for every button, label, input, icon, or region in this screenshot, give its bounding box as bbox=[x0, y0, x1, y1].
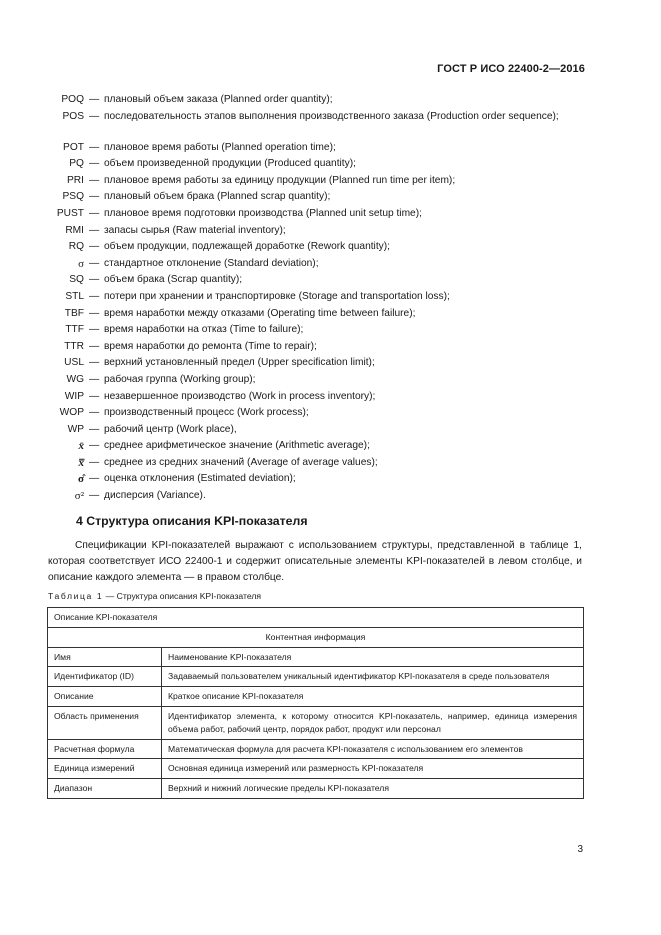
abbr-dash: — bbox=[89, 490, 100, 502]
document-code-header: ГОСТ Р ИСО 22400-2—2016 bbox=[437, 63, 585, 75]
abbr-text: плановое время работы за единицу продукции (Planned run time per item); bbox=[104, 174, 456, 186]
table-cell-value: Наименование KPI-показателя bbox=[162, 647, 584, 667]
abbr-text: производственный процесс (Work process); bbox=[104, 407, 309, 419]
abbr-code: σ bbox=[78, 257, 84, 270]
table-row bbox=[48, 779, 584, 799]
abbr-code: POQ bbox=[61, 94, 84, 105]
abbr-code: STL bbox=[65, 290, 84, 302]
table-caption bbox=[48, 591, 261, 601]
table-cell-value: Задаваемый пользователем уникальный идентификатор KPI-показателя в среде пользователя bbox=[162, 667, 584, 687]
abbr-dash: — bbox=[89, 340, 100, 352]
table-cell-value: Верхний и нижний логические пределы KPI-показателя bbox=[162, 779, 584, 799]
table-cell-name: Диапазон bbox=[48, 779, 162, 799]
table-row bbox=[48, 687, 584, 707]
abbr-dash: — bbox=[89, 324, 100, 336]
abbr-dash: — bbox=[89, 357, 100, 369]
abbr-code: RMI bbox=[65, 224, 84, 236]
abbreviations-list bbox=[0, 92, 661, 505]
table-cell-name: Описание bbox=[48, 687, 162, 707]
abbr-code: USL bbox=[64, 357, 84, 369]
list-item bbox=[0, 206, 661, 223]
list-item bbox=[0, 92, 661, 109]
abbr-code: PRI bbox=[67, 174, 84, 186]
kpi-structure-table bbox=[47, 607, 584, 799]
abbr-dash: — bbox=[89, 307, 100, 319]
list-item bbox=[0, 422, 661, 439]
abbr-dash: — bbox=[89, 224, 100, 236]
abbr-text: время наработки до ремонта (Time to repair); bbox=[104, 340, 317, 352]
table-cell-name: Идентификатор (ID) bbox=[48, 667, 162, 687]
paragraph-text: Спецификации KPI-показателей выражают с использованием структуры, представленной в таблице 1, которая соответствует ИСО 22400-1 и содержит описательные элементы KPI-показателей в левом столбце, и описание каждого элемента — в правом столбце. bbox=[48, 540, 582, 584]
list-item bbox=[0, 289, 661, 306]
abbr-code: TTR bbox=[64, 340, 84, 352]
abbr-text: среднее арифметическое значение (Arithmetic average); bbox=[104, 440, 370, 452]
abbr-text: время наработки на отказ (Time to failure); bbox=[104, 324, 304, 336]
table-row bbox=[48, 739, 584, 759]
abbr-text: рабочая группа (Working group); bbox=[104, 373, 256, 385]
table-cell-name: Расчетная формула bbox=[48, 739, 162, 759]
abbr-code: WP bbox=[67, 423, 84, 435]
list-item bbox=[0, 272, 661, 289]
table-row bbox=[48, 627, 584, 647]
list-item bbox=[0, 140, 661, 157]
list-item bbox=[0, 389, 661, 406]
list-item bbox=[0, 256, 661, 273]
abbr-dash: — bbox=[89, 110, 100, 122]
abbr-dash: — bbox=[89, 158, 100, 170]
abbr-dash: — bbox=[89, 407, 100, 419]
page-number: 3 bbox=[577, 844, 583, 855]
abbr-text: запасы сырья (Raw material inventory); bbox=[104, 224, 286, 236]
body-paragraph bbox=[48, 538, 582, 587]
list-item bbox=[0, 405, 661, 422]
list-item bbox=[0, 173, 661, 190]
abbr-code: PUST bbox=[56, 207, 84, 219]
abbr-code: WOP bbox=[59, 407, 84, 419]
table-row bbox=[48, 759, 584, 779]
list-item bbox=[0, 223, 661, 240]
table-row bbox=[48, 647, 584, 667]
abbr-code: SQ bbox=[69, 274, 84, 286]
abbr-dash: — bbox=[89, 290, 100, 302]
list-item bbox=[0, 109, 661, 140]
list-item bbox=[0, 239, 661, 256]
section-title: 4 Структура описания KPI-показателя bbox=[76, 514, 308, 528]
abbr-text: объем произведенной продукции (Produced quantity); bbox=[104, 158, 356, 170]
abbr-text: среднее из средних значений (Average of average values); bbox=[104, 456, 378, 468]
abbr-dash: — bbox=[89, 94, 100, 105]
abbr-dash: — bbox=[89, 257, 100, 269]
abbr-code: PSQ bbox=[62, 191, 84, 203]
list-item bbox=[0, 322, 661, 339]
abbr-dash: — bbox=[89, 207, 100, 219]
abbr-text: верхний установленный предел (Upper specification limit); bbox=[104, 357, 375, 369]
abbr-text: последовательность этапов выполнения производственного заказа (Production order sequence); bbox=[104, 110, 559, 122]
abbr-code-sigma-hat: σ̂ bbox=[78, 473, 84, 486]
list-item bbox=[0, 189, 661, 206]
abbr-code-sigma-squared: σ² bbox=[74, 490, 84, 503]
abbr-dash: — bbox=[89, 456, 100, 468]
abbr-dash: — bbox=[89, 423, 100, 435]
abbr-code: WG bbox=[66, 373, 84, 385]
abbr-dash: — bbox=[89, 440, 100, 452]
abbr-code: RQ bbox=[68, 241, 84, 253]
table-caption-text: — Структура описания KPI-показателя bbox=[103, 591, 261, 601]
abbr-dash: — bbox=[89, 373, 100, 385]
abbr-dash: — bbox=[89, 473, 100, 485]
abbr-text: оценка отклонения (Estimated deviation); bbox=[104, 473, 296, 485]
abbr-text: потери при хранении и транспортировке (Storage and transportation loss); bbox=[104, 290, 450, 302]
abbr-text: стандартное отклонение (Standard deviation); bbox=[104, 257, 319, 269]
list-item bbox=[0, 306, 661, 323]
abbr-text: рабочий центр (Work place), bbox=[104, 423, 237, 435]
abbr-code-x-bar: x̄ bbox=[78, 440, 84, 453]
abbr-text: дисперсия (Variance). bbox=[104, 490, 206, 502]
abbr-dash: — bbox=[89, 141, 100, 153]
abbr-dash: — bbox=[89, 390, 100, 402]
abbr-text: плановый объем заказа (Planned order quantity); bbox=[104, 94, 333, 105]
table-header-cell: Описание KPI-показателя bbox=[48, 608, 584, 628]
abbr-dash: — bbox=[89, 174, 100, 186]
table-cell-name: Единица измерений bbox=[48, 759, 162, 779]
table-caption-label: Таблица 1 bbox=[48, 591, 104, 601]
abbr-code-x-double-bar: x̿ bbox=[78, 456, 84, 469]
list-item bbox=[0, 488, 661, 505]
list-item bbox=[0, 372, 661, 389]
abbr-code: TTF bbox=[65, 324, 84, 336]
table-cell-value: Математическая формула для расчета KPI-показателя с использованием его элементов bbox=[162, 739, 584, 759]
abbr-text: плановое время подготовки производства (Planned unit setup time); bbox=[104, 207, 422, 219]
list-item bbox=[0, 455, 661, 472]
abbr-text: плановое время работы (Planned operation time); bbox=[104, 141, 336, 153]
table-cell-name: Область применения bbox=[48, 706, 162, 739]
abbr-text: объем продукции, подлежащей доработке (Rework quantity); bbox=[104, 241, 390, 253]
table-cell-name: Имя bbox=[48, 647, 162, 667]
table-cell-value: Краткое описание KPI-показателя bbox=[162, 687, 584, 707]
table-cell-value: Основная единица измерений или размерность KPI-показателя bbox=[162, 759, 584, 779]
list-item bbox=[0, 438, 661, 455]
abbr-code: WIP bbox=[64, 390, 84, 402]
table-row bbox=[48, 667, 584, 687]
abbr-code: POT bbox=[63, 141, 84, 153]
table-row bbox=[48, 706, 584, 739]
abbr-code: POS bbox=[62, 110, 84, 122]
abbr-dash: — bbox=[89, 274, 100, 286]
abbr-text: объем брака (Scrap quantity); bbox=[104, 274, 243, 286]
abbr-code: TBF bbox=[64, 307, 84, 319]
list-item bbox=[0, 471, 661, 488]
table-subheader-cell: Контентная информация bbox=[48, 627, 584, 647]
abbr-dash: — bbox=[89, 241, 100, 253]
list-item bbox=[0, 156, 661, 173]
table-row bbox=[48, 608, 584, 628]
abbr-code: PQ bbox=[69, 158, 84, 170]
abbr-text: незавершенное производство (Work in process inventory); bbox=[104, 390, 376, 402]
table-cell-value: Идентификатор элемента, к которому относится KPI-показатель, например, единица измерения объема работ, рабочий центр, порядок работ, продукт или персонал bbox=[162, 706, 584, 739]
list-item bbox=[0, 339, 661, 356]
abbr-text: время наработки между отказами (Operating time between failure); bbox=[104, 307, 416, 319]
abbr-text: плановый объем брака (Planned scrap quantity); bbox=[104, 191, 331, 203]
list-item bbox=[0, 355, 661, 372]
abbr-dash: — bbox=[89, 191, 100, 203]
